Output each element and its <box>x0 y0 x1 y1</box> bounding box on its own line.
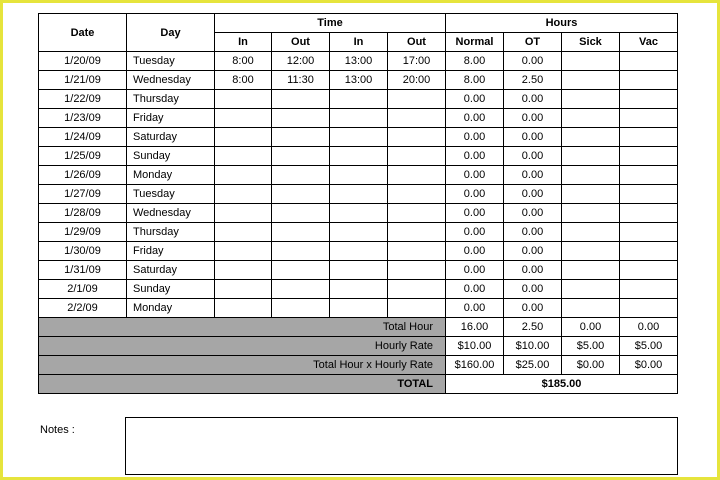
time-in-1-cell[interactable] <box>215 128 272 147</box>
time-out-1-cell[interactable] <box>272 147 330 166</box>
summary-total-hour-row <box>39 318 678 337</box>
time-in-2-cell[interactable] <box>330 204 388 223</box>
ot-hours-cell[interactable]: 0.00 <box>504 52 562 71</box>
vac-hours-cell[interactable] <box>620 280 678 299</box>
sick-hours-cell[interactable] <box>562 147 620 166</box>
total-pay-ot[interactable]: $25.00 <box>504 356 562 375</box>
time-out-2-cell[interactable] <box>388 90 446 109</box>
vac-hours-cell[interactable] <box>620 166 678 185</box>
header-in-1: In <box>215 33 272 52</box>
normal-hours-cell[interactable]: 0.00 <box>446 166 504 185</box>
day-cell[interactable]: Sunday <box>127 147 215 166</box>
vac-hours-cell[interactable] <box>620 223 678 242</box>
time-out-1-cell[interactable] <box>272 223 330 242</box>
table-row <box>39 109 678 128</box>
sick-hours-cell[interactable] <box>562 223 620 242</box>
time-in-1-cell[interactable]: 8:00 <box>215 52 272 71</box>
date-cell[interactable]: 2/2/09 <box>39 299 127 318</box>
vac-hours-cell[interactable] <box>620 90 678 109</box>
time-in-1-cell[interactable]: 8:00 <box>215 71 272 90</box>
timesheet-table <box>38 13 678 394</box>
date-cell[interactable]: 1/24/09 <box>39 128 127 147</box>
time-out-2-cell[interactable]: 20:00 <box>388 71 446 90</box>
table-row <box>39 261 678 280</box>
ot-hours-cell[interactable]: 0.00 <box>504 204 562 223</box>
time-in-1-cell[interactable] <box>215 166 272 185</box>
vac-hours-cell[interactable] <box>620 147 678 166</box>
sick-hours-cell[interactable] <box>562 128 620 147</box>
normal-hours-cell[interactable]: 0.00 <box>446 280 504 299</box>
sick-hours-cell[interactable] <box>562 261 620 280</box>
table-row <box>39 90 678 109</box>
normal-hours-cell[interactable]: 0.00 <box>446 204 504 223</box>
header-out-1: Out <box>272 33 330 52</box>
date-cell[interactable]: 1/26/09 <box>39 166 127 185</box>
sick-hours-cell[interactable] <box>562 109 620 128</box>
ot-hours-cell[interactable]: 0.00 <box>504 242 562 261</box>
sick-hours-cell[interactable] <box>562 185 620 204</box>
date-cell[interactable]: 2/1/09 <box>39 280 127 299</box>
summary-total-pay-row <box>39 356 678 375</box>
normal-hours-cell[interactable]: 0.00 <box>446 147 504 166</box>
date-cell[interactable]: 1/21/09 <box>39 71 127 90</box>
time-out-2-cell[interactable]: 17:00 <box>388 52 446 71</box>
day-cell[interactable]: Wednesday <box>127 71 215 90</box>
time-in-1-cell[interactable] <box>215 280 272 299</box>
day-cell[interactable]: Tuesday <box>127 185 215 204</box>
header-normal: Normal <box>446 33 504 52</box>
vac-hours-cell[interactable] <box>620 204 678 223</box>
normal-hours-cell[interactable]: 0.00 <box>446 261 504 280</box>
table-row <box>39 242 678 261</box>
normal-hours-cell[interactable]: 0.00 <box>446 299 504 318</box>
ot-hours-cell[interactable]: 0.00 <box>504 261 562 280</box>
time-in-1-cell[interactable] <box>215 147 272 166</box>
time-in-1-cell[interactable] <box>215 242 272 261</box>
time-out-1-cell[interactable] <box>272 166 330 185</box>
day-cell[interactable]: Wednesday <box>127 204 215 223</box>
table-row <box>39 128 678 147</box>
time-in-2-cell[interactable] <box>330 280 388 299</box>
normal-hours-cell[interactable]: 0.00 <box>446 109 504 128</box>
notes-label: Notes : <box>40 424 75 436</box>
sick-hours-cell[interactable] <box>562 90 620 109</box>
time-out-1-cell[interactable]: 12:00 <box>272 52 330 71</box>
vac-hours-cell[interactable] <box>620 128 678 147</box>
date-cell[interactable]: 1/29/09 <box>39 223 127 242</box>
table-row <box>39 185 678 204</box>
summary-total-row <box>39 375 678 394</box>
total-hour-normal[interactable]: 16.00 <box>446 318 504 337</box>
table-row <box>39 166 678 185</box>
time-in-2-cell[interactable] <box>330 147 388 166</box>
date-cell[interactable]: 1/22/09 <box>39 90 127 109</box>
date-cell[interactable]: 1/28/09 <box>39 204 127 223</box>
time-out-2-cell[interactable] <box>388 147 446 166</box>
hourly-rate-label: Hourly Rate <box>39 337 446 356</box>
table-row <box>39 147 678 166</box>
day-cell[interactable]: Saturday <box>127 261 215 280</box>
total-hour-vac[interactable]: 0.00 <box>620 318 678 337</box>
sick-hours-cell[interactable] <box>562 299 620 318</box>
date-cell[interactable]: 1/25/09 <box>39 147 127 166</box>
header-in-2: In <box>330 33 388 52</box>
hourly-rate-sick[interactable]: $5.00 <box>562 337 620 356</box>
hourly-rate-normal[interactable]: $10.00 <box>446 337 504 356</box>
sick-hours-cell[interactable] <box>562 204 620 223</box>
header-vac: Vac <box>620 33 678 52</box>
ot-hours-cell[interactable]: 0.00 <box>504 299 562 318</box>
day-cell[interactable]: Sunday <box>127 280 215 299</box>
time-out-2-cell[interactable] <box>388 242 446 261</box>
hourly-rate-vac[interactable]: $5.00 <box>620 337 678 356</box>
table-row <box>39 223 678 242</box>
time-out-1-cell[interactable] <box>272 261 330 280</box>
time-out-1-cell[interactable] <box>272 242 330 261</box>
time-in-2-cell[interactable] <box>330 90 388 109</box>
vac-hours-cell[interactable] <box>620 185 678 204</box>
notes-field[interactable] <box>125 417 678 475</box>
ot-hours-cell[interactable]: 0.00 <box>504 90 562 109</box>
sick-hours-cell[interactable] <box>562 166 620 185</box>
total-hour-ot[interactable]: 2.50 <box>504 318 562 337</box>
time-in-1-cell[interactable] <box>215 261 272 280</box>
ot-hours-cell[interactable]: 0.00 <box>504 147 562 166</box>
time-out-2-cell[interactable] <box>388 223 446 242</box>
normal-hours-cell[interactable]: 0.00 <box>446 90 504 109</box>
total-pay-label: Total Hour x Hourly Rate <box>39 356 446 375</box>
table-row <box>39 71 678 90</box>
date-cell[interactable]: 1/23/09 <box>39 109 127 128</box>
time-in-2-cell[interactable] <box>330 128 388 147</box>
ot-hours-cell[interactable]: 2.50 <box>504 71 562 90</box>
table-row <box>39 299 678 318</box>
time-out-1-cell[interactable]: 11:30 <box>272 71 330 90</box>
header-time: Time <box>215 14 446 33</box>
ot-hours-cell[interactable]: 0.00 <box>504 280 562 299</box>
header-day: Day <box>127 14 215 52</box>
time-out-2-cell[interactable] <box>388 109 446 128</box>
ot-hours-cell[interactable]: 0.00 <box>504 166 562 185</box>
header-out-2: Out <box>388 33 446 52</box>
normal-hours-cell[interactable]: 0.00 <box>446 128 504 147</box>
hourly-rate-ot[interactable]: $10.00 <box>504 337 562 356</box>
time-in-1-cell[interactable] <box>215 204 272 223</box>
time-in-2-cell[interactable] <box>330 185 388 204</box>
time-in-2-cell[interactable]: 13:00 <box>330 52 388 71</box>
total-pay-vac[interactable]: $0.00 <box>620 356 678 375</box>
time-out-1-cell[interactable] <box>272 280 330 299</box>
sick-hours-cell[interactable] <box>562 71 620 90</box>
normal-hours-cell[interactable]: 0.00 <box>446 242 504 261</box>
summary-hourly-rate-row <box>39 337 678 356</box>
ot-hours-cell[interactable]: 0.00 <box>504 109 562 128</box>
table-row <box>39 204 678 223</box>
time-in-2-cell[interactable] <box>330 261 388 280</box>
vac-hours-cell[interactable] <box>620 261 678 280</box>
day-cell[interactable]: Thursday <box>127 223 215 242</box>
sick-hours-cell[interactable] <box>562 242 620 261</box>
time-out-2-cell[interactable] <box>388 204 446 223</box>
header-hours: Hours <box>446 14 678 33</box>
time-out-2-cell[interactable] <box>388 166 446 185</box>
time-in-1-cell[interactable] <box>215 185 272 204</box>
total-pay-normal[interactable]: $160.00 <box>446 356 504 375</box>
time-out-1-cell[interactable] <box>272 90 330 109</box>
day-cell[interactable]: Tuesday <box>127 52 215 71</box>
total-hour-sick[interactable]: 0.00 <box>562 318 620 337</box>
vac-hours-cell[interactable] <box>620 109 678 128</box>
time-out-1-cell[interactable] <box>272 185 330 204</box>
time-out-1-cell[interactable] <box>272 128 330 147</box>
date-cell[interactable]: 1/30/09 <box>39 242 127 261</box>
day-cell[interactable]: Monday <box>127 166 215 185</box>
normal-hours-cell[interactable]: 0.00 <box>446 223 504 242</box>
time-out-2-cell[interactable] <box>388 280 446 299</box>
day-cell[interactable]: Monday <box>127 299 215 318</box>
day-cell[interactable]: Friday <box>127 109 215 128</box>
total-pay-sick[interactable]: $0.00 <box>562 356 620 375</box>
date-cell[interactable]: 1/31/09 <box>39 261 127 280</box>
header-date: Date <box>39 14 127 52</box>
time-in-2-cell[interactable] <box>330 223 388 242</box>
normal-hours-cell[interactable]: 8.00 <box>446 71 504 90</box>
time-in-2-cell[interactable]: 13:00 <box>330 71 388 90</box>
time-out-1-cell[interactable] <box>272 204 330 223</box>
normal-hours-cell[interactable]: 8.00 <box>446 52 504 71</box>
time-in-2-cell[interactable] <box>330 299 388 318</box>
vac-hours-cell[interactable] <box>620 242 678 261</box>
day-cell[interactable]: Friday <box>127 242 215 261</box>
vac-hours-cell[interactable] <box>620 71 678 90</box>
time-out-2-cell[interactable] <box>388 299 446 318</box>
time-out-1-cell[interactable] <box>272 299 330 318</box>
time-in-1-cell[interactable] <box>215 109 272 128</box>
day-cell[interactable]: Thursday <box>127 90 215 109</box>
date-cell[interactable]: 1/20/09 <box>39 52 127 71</box>
vac-hours-cell[interactable] <box>620 52 678 71</box>
time-in-2-cell[interactable] <box>330 109 388 128</box>
date-cell[interactable]: 1/27/09 <box>39 185 127 204</box>
time-in-2-cell[interactable] <box>330 166 388 185</box>
time-out-2-cell[interactable] <box>388 185 446 204</box>
time-out-1-cell[interactable] <box>272 109 330 128</box>
sick-hours-cell[interactable] <box>562 52 620 71</box>
table-row <box>39 280 678 299</box>
header-row-group <box>39 14 678 33</box>
ot-hours-cell[interactable]: 0.00 <box>504 128 562 147</box>
time-in-1-cell[interactable] <box>215 223 272 242</box>
header-sick: Sick <box>562 33 620 52</box>
sick-hours-cell[interactable] <box>562 280 620 299</box>
header-ot: OT <box>504 33 562 52</box>
grand-total-label: TOTAL <box>39 375 446 394</box>
normal-hours-cell[interactable]: 0.00 <box>446 185 504 204</box>
day-cell[interactable]: Saturday <box>127 128 215 147</box>
time-out-2-cell[interactable] <box>388 261 446 280</box>
ot-hours-cell[interactable]: 0.00 <box>504 185 562 204</box>
table-row <box>39 52 678 71</box>
vac-hours-cell[interactable] <box>620 299 678 318</box>
time-in-1-cell[interactable] <box>215 299 272 318</box>
time-in-1-cell[interactable] <box>215 90 272 109</box>
time-in-2-cell[interactable] <box>330 242 388 261</box>
grand-total-value[interactable]: $185.00 <box>446 375 678 394</box>
time-out-2-cell[interactable] <box>388 128 446 147</box>
total-hour-label: Total Hour <box>39 318 446 337</box>
ot-hours-cell[interactable]: 0.00 <box>504 223 562 242</box>
